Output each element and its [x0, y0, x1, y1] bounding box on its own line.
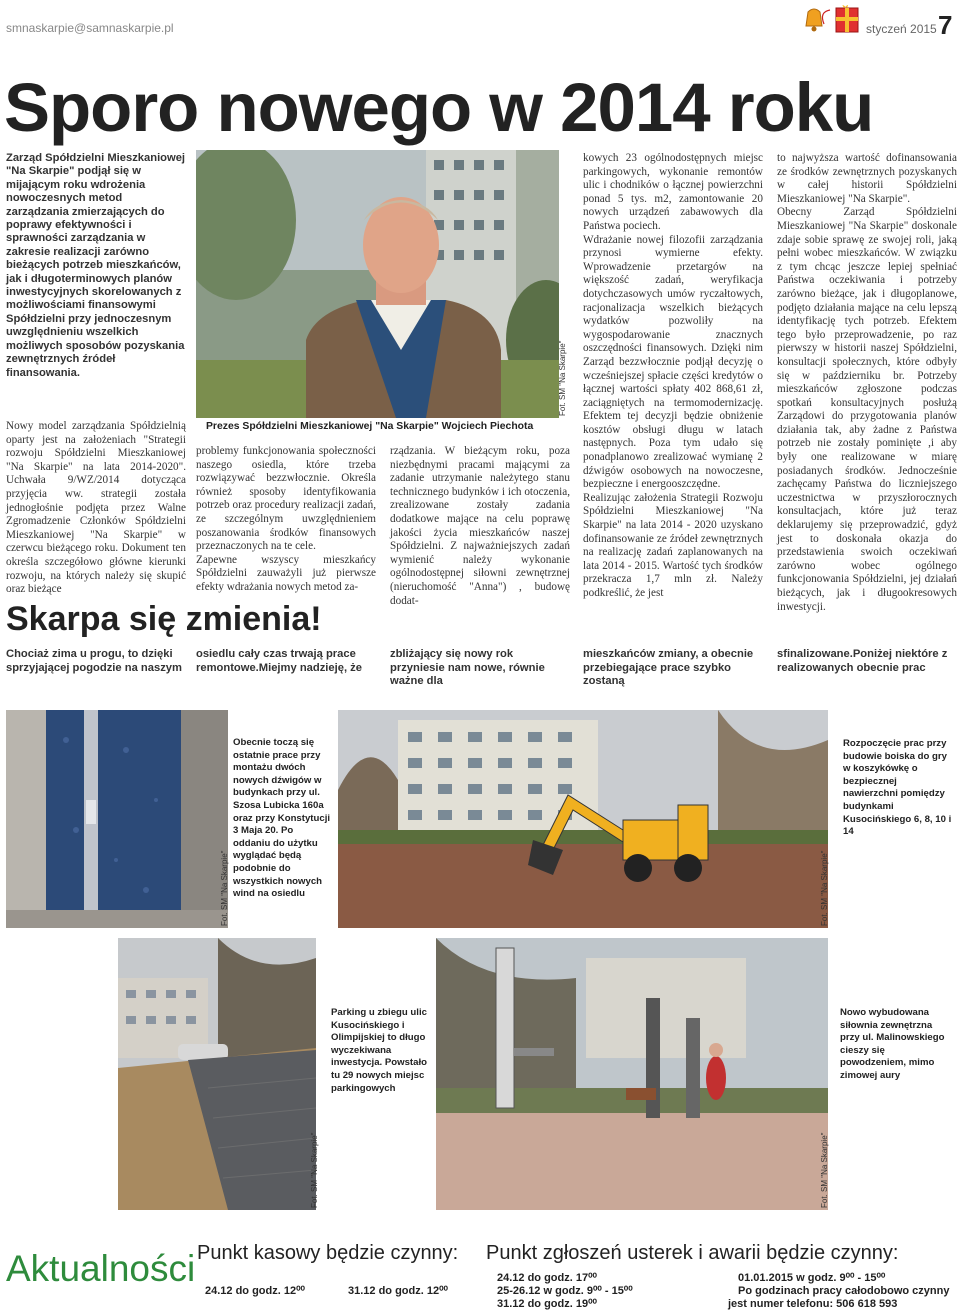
- second-col5: sfinalizowane.Poniżej niektóre z realizowanych obecnie prac: [777, 648, 948, 674]
- elevator-photo: [6, 710, 228, 928]
- article-col1: Nowy model zarządzania Spółdzielnią oparty jest na założeniach "Strategii rozwoju Spółdzielni Mieszkaniowej "Na Skarpie" na lata 2014-2020". Uchwała 9/WZ/2014 dotycząca przyjęcia ww. strategii została jednogłośnie podjęta przez Walne Zgromadzenie Członków Spółdzielni Mieszkaniowej "Na Skarpie" w czerwcu bieżącego roku. Dokument ten określa szczegółowo główne kierunki rozwoju, na których należy się skupić oraz bieżące: [6, 420, 186, 596]
- article-col2: problemy funkcjonowania społeczności naszego osiedla, które trzeba rozwiązywać bezzwłocznie. Określa również sposoby identyfikowania potrzeb oraz procedury realizacji zadań, ze szczególnym uwzględnieniem poszanowania środków finansowych przeznaczonych na te cele. Zapewne wszyscy mieszkańcy Spółdzielni zauważyli już pierwsze efekty wdrażania nowych metod za-: [196, 445, 376, 593]
- basketball-court-photo: [338, 710, 828, 928]
- portrait-photo-caption: Prezes Spółdzielni Mieszkaniowej "Na Skarpie" Wojciech Piechota: [206, 421, 534, 432]
- outdoor-gym-photo: [436, 938, 828, 1210]
- portrait-photo: [196, 150, 559, 418]
- kasa-title: Punkt kasowy będzie czynny:: [197, 1242, 459, 1264]
- basketball-court-photo-caption: Rozpoczęcie prac przy budowie boiska do gry w koszykówkę o bezpiecznej nawierzchni pomiędzy budynkami Kusocińskiego 6, 8, 10 i 14: [843, 738, 952, 838]
- header-email: smnaskarpie@samnaskarpie.pl: [6, 21, 174, 35]
- article-col5: to najwyższa wartość dofinansowania ze środków zewnętrznych pozyskanych w całej historii Spółdzielni Mieszkaniowej "Na Skarpie". Obecny Zarząd Spółdzielni Mieszkaniowej "Na Skarpie" doskonale zdaje sobie sprawę ze swojej roli, jaką pełni wobec mieszkańców. W związku z tym chcąc jeszcze lepiej spełniać Państwa oczekiwania i potrzeby zarówno bieżące, jak i długoplanowe, podjęto działania mające na celu lepszą identyfikację tych potrzeb. Efektem tego było przeprowadzenie, po raz pierwszy w historii naszej Spółdzielni, konsultacji społecznych, które odbyły się w październiku br. Potrzeby mieszkańców zgłoszone podczas spotkań konsultacyjnych posłużą Zarządowi do przygotowania planów działania tak, aby żadne z Państwa potrzeb nie zostały pominięte ,i aby były one realizowane w miarę posiadanych środków. Jednocześnie zachęcamy Państwa do liczniejszego uczestnictwa w przyszłorocznych konsultacjach, które już teraz deklarujemy się przeprowadzić, gdyż jest to doskonała okazja do przedstawienia swoich oczekiwań zarówno wobec ogólnego funkcjonowania Spółdzielni, jej działań bieżących, jak i długookresowych inwestycji.: [777, 152, 957, 613]
- article-title: Sporo nowego w 2014 roku: [4, 69, 874, 146]
- second-article-title: Skarpa się zmienia!: [6, 600, 322, 638]
- kasa-hours-1: 24.12 do godz. 12⁰⁰: [205, 1285, 305, 1297]
- basketball-court-photo-credit: Fot. SM "Na Skarpie": [820, 850, 829, 926]
- second-col1: Chociaż zima u progu, to dzięki sprzyjającej pogodzie na naszym: [6, 648, 182, 674]
- awarie-phone: jest numer telefonu: 506 618 593: [728, 1298, 898, 1310]
- outdoor-gym-photo-credit: Fot. SM "Na Skarpie": [820, 1132, 829, 1208]
- page-number: 7: [938, 10, 953, 40]
- awarie-hours-5: Po godzinach pracy całodobowo czynny: [738, 1285, 950, 1297]
- awarie-hours-3: 31.12 do godz. 19⁰⁰: [497, 1298, 597, 1310]
- elevator-photo-caption: Obecnie toczą się ostatnie prace przy montażu dwóch nowych dźwigów w budynkach przy ul. Szosa Lubicka 160a oraz przy Konstytucji 3 Maja 20. Po oddaniu do użytku wyglądać będą podobnie do wszystkich nowych wind na osiedlu: [233, 737, 331, 900]
- awarie-hours-1: 24.12 do godz. 17⁰⁰: [497, 1272, 597, 1284]
- article-lead: Zarząd Spółdzielni Mieszkaniowej "Na Skarpie" podjął się w mijającym roku wdrożenia nowoczesnych metod zarządzania zmierzających do poprawy efektywności i sprawności zarządzania w zakresie realizacji zarówno bieżących potrzeb mieszkańców, jak i długoterminowych planów inwestycyjnych skorelowanych z możliwościami finansowymi Spółdzielni przy jednoczesnym uwzględnieniu wszelkich możliwych sposobów pozyskania zewnętrznych źródeł finansowania.: [6, 152, 186, 379]
- parking-photo-credit: Fot. SM "Na Skarpie": [310, 1132, 319, 1208]
- portrait-photo-credit: Fot. SM "Na Skarpie": [558, 340, 567, 416]
- second-col4: mieszkańców zmiany, a obecnie przebiegające prace szybko zostaną: [583, 648, 754, 688]
- elevator-photo-credit: Fot. SM "Na Skarpie": [220, 850, 229, 926]
- second-col3: zbliżający się nowy rok przyniesie nam nowe, równie ważne dla: [390, 648, 545, 688]
- christmas-bells-gift-icon: [800, 2, 862, 38]
- outdoor-gym-photo-caption: Nowo wybudowana siłownia zewnętrzna przy ul. Malinowskiego cieszy się powodzeniem, mimo zimowej aury: [840, 1007, 945, 1081]
- article-col3: rządzania. W bieżącym roku, poza niezbędnymi pracami mającymi za zadanie utrzymanie należytego stanu technicznego budynków i ich otoczenia, zrealizowane zostały zadania dodatkowe mające na celu poprawę jakości życia mieszkańców naszej Spółdzielni. Z najważniejszych zadań wymienić należy wykonanie ogólnodostępnej siłowni zewnętrznej (nieruchomość "Anna") , budowę dodat-: [390, 445, 570, 607]
- kasa-hours-2: 31.12 do godz. 12⁰⁰: [348, 1285, 448, 1297]
- header-date: styczeń 2015: [866, 22, 937, 36]
- second-col2: osiedlu cały czas trwają prace remontowe.Miejmy nadzieję, że: [196, 648, 362, 674]
- awarie-hours-4: 01.01.2015 w godz. 9⁰⁰ - 15⁰⁰: [738, 1272, 886, 1284]
- parking-photo: [118, 938, 316, 1210]
- article-col4: kowych 23 ogólnodostępnych miejsc parkingowych, wykonanie remontów ulic i chodników o łącznej powierzchni ponad 5 tys. m2, zamontowanie 20 nowych urządzeń zabawowych dla Państwa pociech. Wdrażanie nowej filozofii zarządzania przynosi wymierne efekty. Wprowadzenie przetargów na większość zadań, weryfikacja dotychczasowych umów ryczałtowych, racjonalizacja wszelkich bieżących wydatków pozwoliły na wygospodarowanie znacznych oszczędności finansowych. Dzięki nim Zarząd bezzwłocznie podjął decyzję o wcześniejszej spłacie części kredytów o łącznej wartości spłaty 402 868,61 zł, zaciągniętych na termomodernizację. Efektem tej decyzji będzie obniżenie kosztów obsługi długu w latach następnych. Poza tym udało się ponadplanowo zrealizować wymianę 2 dźwigów osobowych na nowoczesne, bezpieczne i energooszczędne. Realizując założenia Strategii Rozwoju Spółdzielni Mieszkaniowej "Na Skarpie" na lata 2014 - 2020 uzyskano dofinansowanie ze źródeł zewnętrznych na realizację zadań zaplanowanych na lata 2014 - 2015. Wartość tych środków przekracza 1,7 mln zł. Należy podkreślić, że jest: [583, 152, 763, 599]
- section-title-aktualnosci: Aktualności: [6, 1248, 196, 1289]
- parking-photo-caption: Parking u zbiegu ulic Kusocińskiego i Olimpijskiej to długo wyczekiwana inwestycja. Powstało tu 29 nowych miejsc parkingowych: [331, 1007, 427, 1094]
- awarie-title: Punkt zgłoszeń usterek i awarii będzie czynny:: [486, 1242, 899, 1264]
- awarie-hours-2: 25-26.12 w godz. 9⁰⁰ - 15⁰⁰: [497, 1285, 633, 1297]
